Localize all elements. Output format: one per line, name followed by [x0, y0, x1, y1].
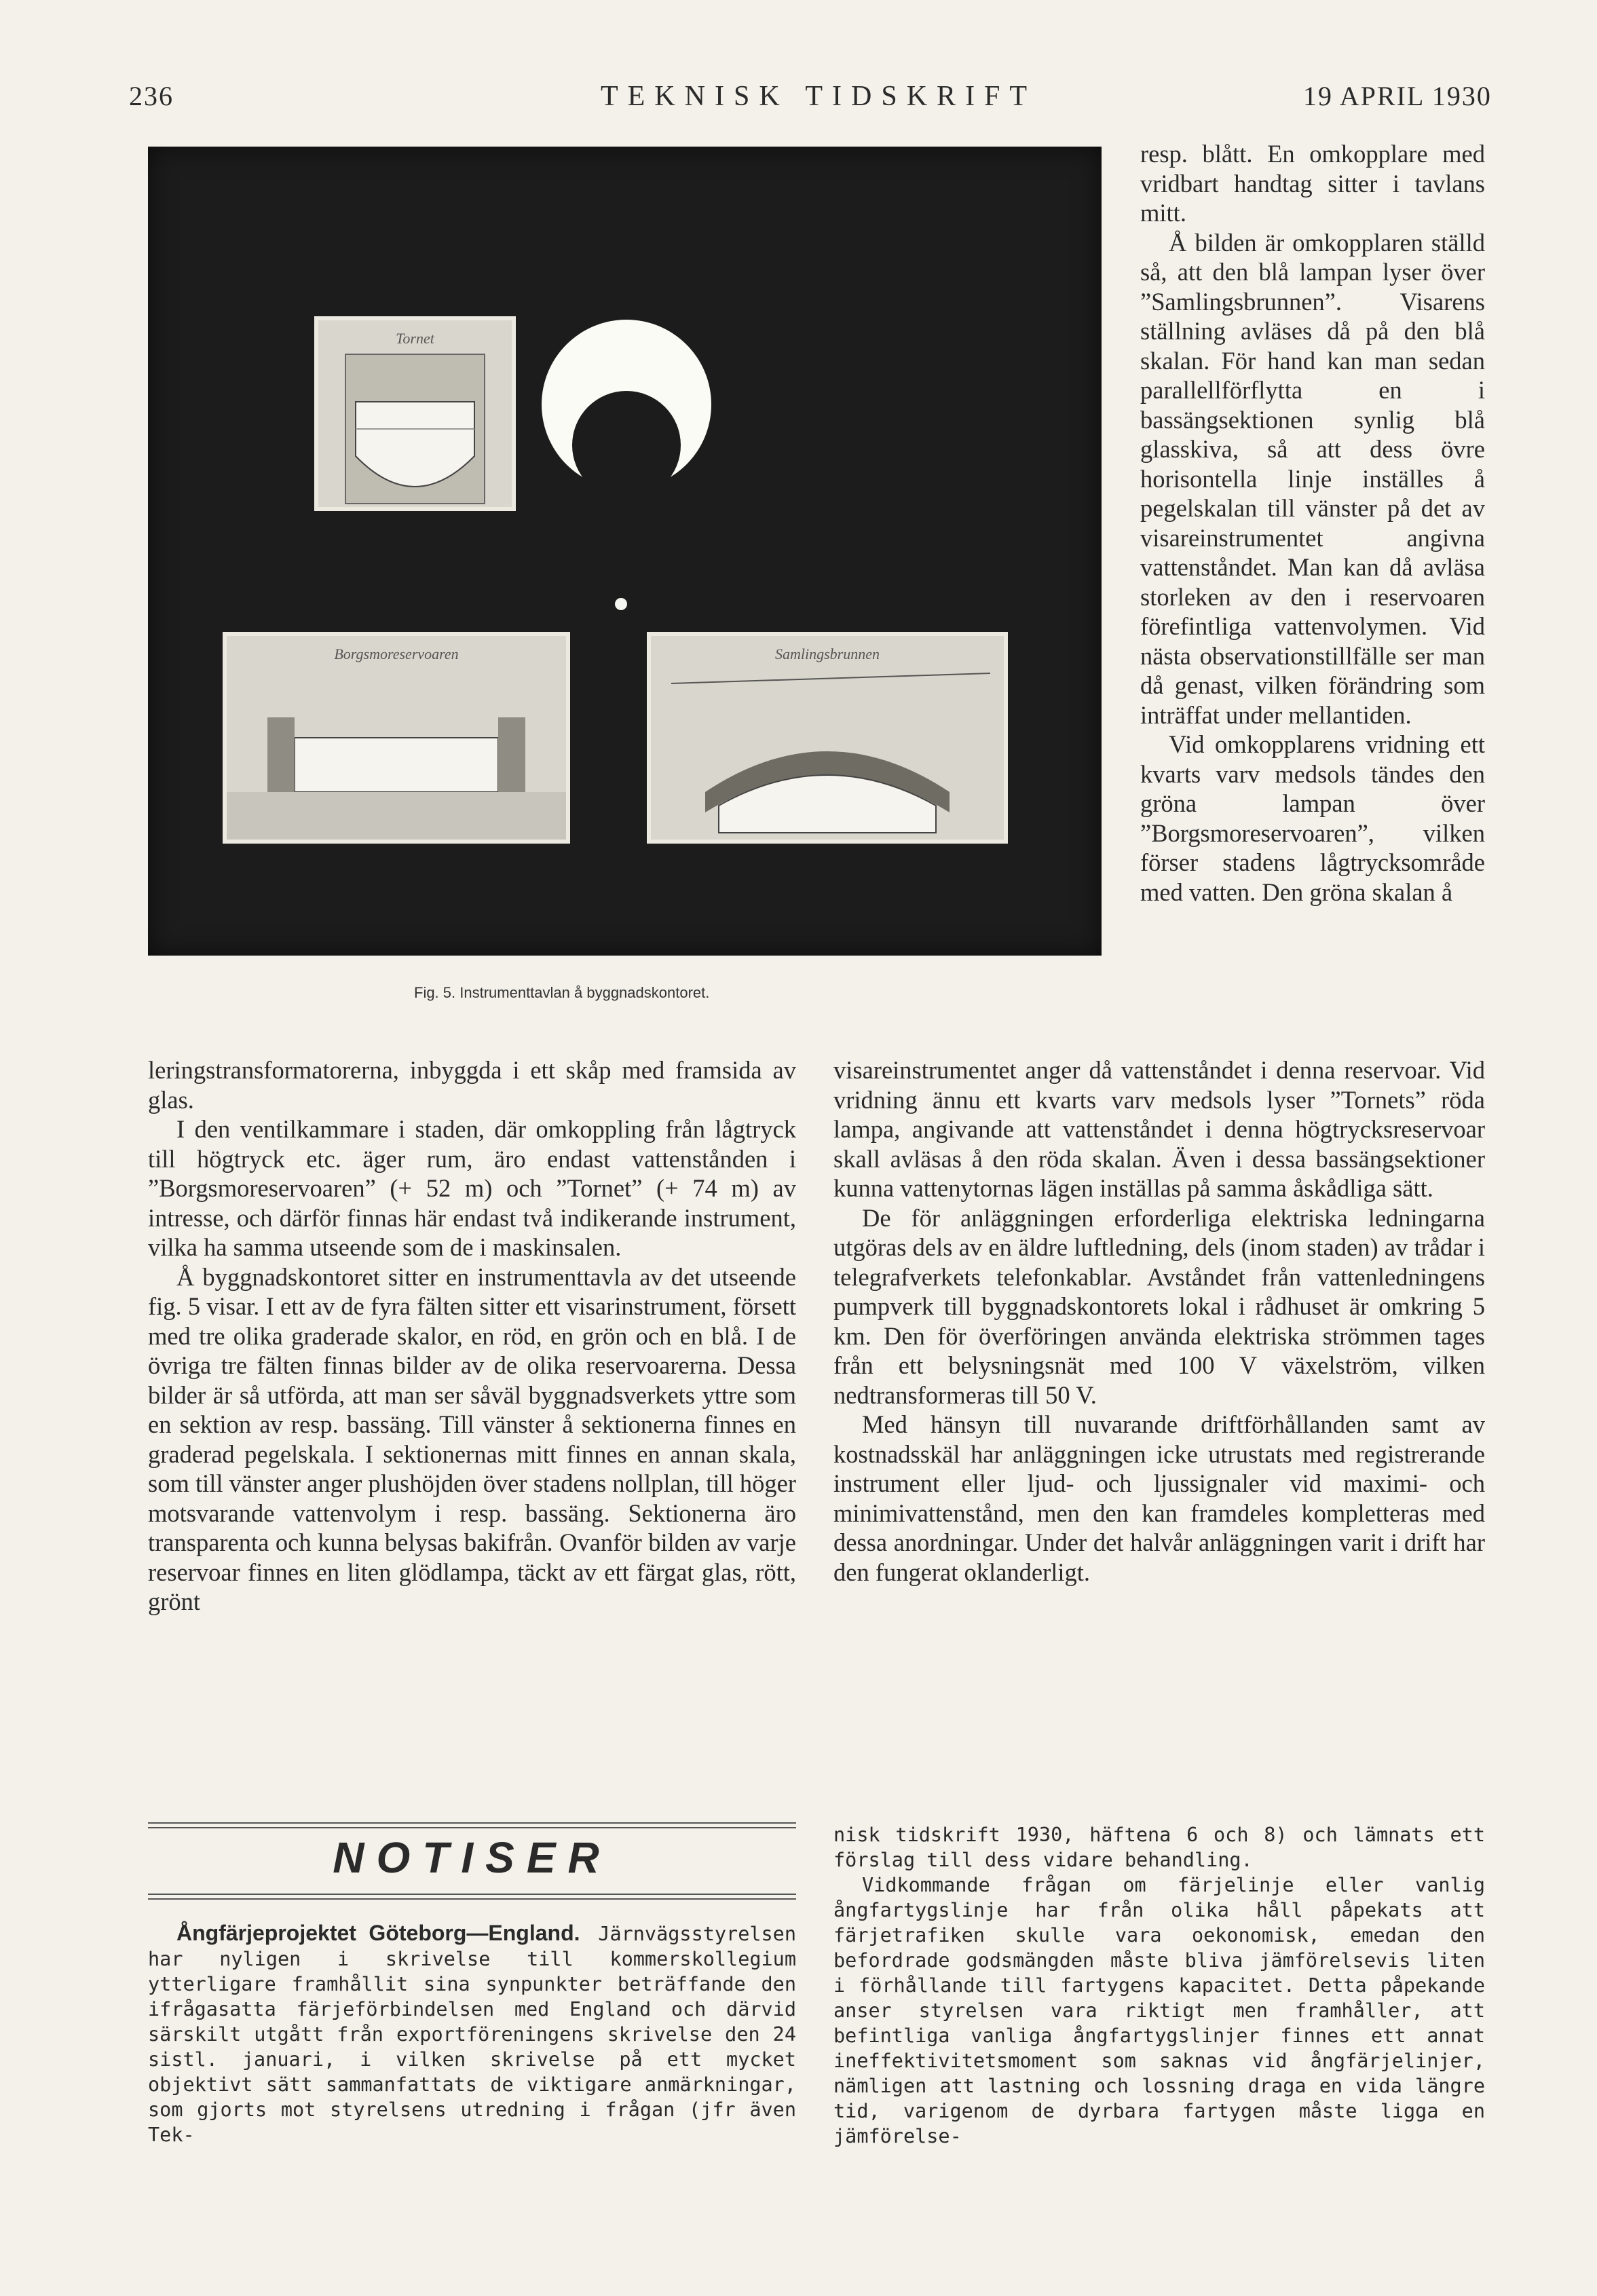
- notiser-rule-top-2: [148, 1827, 796, 1828]
- paragraph: I den ventilkammare i staden, där omkoppling från lågtryck till högtryck etc. äger rum, äro endast vattenstånden i ”Borgsmoreservoaren” (+ 52 m) och ”Tornet” (+ 74 m) av intresse, och därför finnas här endast två indikerande instrument, vilka ha samma utseende som de i maskinsalen.: [148, 1115, 796, 1261]
- panel-samlingsbrunnen: [647, 632, 1008, 844]
- notiser-rule-bottom: [148, 1894, 796, 1895]
- paragraph: Å byggnadskontoret sitter en instrumenttavla av det utseende fig. 5 visar. I ett av de fyra fälten sitter ett visarinstrument, försett med tre olika graderade skalor, en röd, en grön och en blå. I de övriga tre fälten finnas bilder av de olika reservoarerna. Dessa bilder är så utförda, att man ser såväl byggnadsverkets yttre som en sektion av resp. bassäng. Till vänster å sektionerna finnes en graderad pegelskala. I sektionernas mitt finnes en annan skala, som till vänster anger plushöjden över stadens nollplan, till höger motsvarande vattenvolym i resp. bassäng. Sektionerna äro transparenta och kunna belysas bakifrån. Ovanför bilden av varje reservoar finnes en liten glödlampa, täckt av ett färgat glas, rött, grönt: [148, 1262, 796, 1615]
- page-number: 236: [129, 81, 174, 111]
- paragraph: De för anläggningen erforderliga elektriska ledningarna utgöras dels av en äldre luftledning, dels (inom staden) av trådar i telegrafverkets telefonkablar. Avståndet från vattenledningens pumpverk till byggnadskontorets lokal i rådhuset är omkring 5 km. Den för överföringen använda elektriska strömmen tages från ett belysningsnät med 100 V växelström, vilken nedtransformeras till 50 V.: [833, 1203, 1485, 1409]
- notiser-left-column: [148, 1921, 796, 2147]
- paragraph: visareinstrumentet anger då vattenståndet i denna reservoar. Vid vridning ännu ett kvarts varv medsols lyser ”Tornets” röda lampa, angivande att vattenståndet i denna högtrycksreservoar skall avläsas å den röda skalan. Även i dessa bassängsektioner kunna vattenytornas lägen inställas på samma åskådliga sätt.: [833, 1056, 1485, 1202]
- paragraph: leringstransformatorerna, inbyggda i ett skåp med framsida av glas.: [148, 1056, 796, 1114]
- figure-caption: Fig. 5. Instrumenttavlan å byggnadskontoret.: [414, 984, 710, 1001]
- right-column-upper: [1140, 139, 1485, 907]
- gauge-dial-mask: [572, 391, 681, 500]
- notiser-rule-top: [148, 1822, 796, 1824]
- paragraph: Vid omkopplarens vridning ett kvarts varv medsols tändes den gröna lampan över ”Borgsmoreservoaren”, vilken förser stadens lågtrycksområde med vatten. Den gröna skalan å: [1140, 730, 1485, 906]
- panel-borgsmoreservoaren-label: Borgsmoreservoaren: [334, 645, 459, 662]
- left-column: [148, 1055, 796, 1617]
- panel-tornet: [314, 316, 516, 511]
- notiser-article-title: Ångfärjeprojektet Göteborg—England.: [176, 1921, 580, 1945]
- notiser-right-column: [833, 1822, 1485, 2149]
- well-section-drawing: [651, 636, 1004, 840]
- paragraph: resp. blått. En omkopplare med vridbart handtag sitter i tavlans mitt.: [1140, 140, 1485, 227]
- right-column-lower: [833, 1055, 1485, 1587]
- issue-date: 19 APRIL 1930: [1303, 81, 1492, 111]
- paragraph: Å bilden är omkopplaren ställd så, att den blå lampan lyser över ”Samlingsbrunnen”. Visarens ställning avläses då på den blå skalan. För hand kan man sedan parallellförflytta en i bassängsektionen synlig blå glasskiva, så att dess övre horisontella linje inställes å pegelskalan till vänster på det av visareinstrumentet angivna vattenståndet. Man kan då avläsa storleken av den i reservoaren förefintliga vattenvolymen. Vid nästa observationstillfälle ser man då genast, vilken förändring som inträffat under mellantiden.: [1140, 228, 1485, 729]
- journal-title: TEKNISK TIDSKRIFT: [601, 81, 1037, 112]
- panel-borgsmoreservoaren: [223, 632, 570, 844]
- paragraph: Med hänsyn till nuvarande driftförhållanden samt av kostnadsskäl har anläggningen icke utrustats med registrerande instrument eller ljud- och ljussignaler vid maximi- och minimivattenstånd, men den kan framdeles kompletteras med dessa anordningar. Under det halvår anläggningen varit i drift har den fungerat oklanderligt.: [833, 1410, 1485, 1586]
- figure-photograph: [148, 147, 1102, 956]
- reservoir-section-drawing: [227, 636, 566, 840]
- notiser-heading: NOTISER: [333, 1833, 612, 1882]
- panel-tornet-label: Tornet: [396, 330, 434, 347]
- paragraph: Vidkommande frågan om färjelinje eller vanlig ångfartygslinje har från olika håll påpekats att färjetrafiken skulle vara oekonomisk, emedan den befordrade godsmängden måste bliva jämförelsevis liten i förhållande till fartygens kapacitet. Detta påpekande anser styrelsen vara riktigt men framhåller, att befintliga vanliga ångfartygslinjer finnes ett annat ineffektivitetsmoment som saknas vid ångfärjelinjer, nämligen att lastning och lossning draga en vida längre tid, varigenom de dyrbara fartygen måste ligga en jämförelse-: [833, 1874, 1485, 2147]
- paragraph: nisk tidskrift 1930, häftena 6 och 8) och lämnats ett förslag till dess vidare behandling.: [833, 1824, 1485, 1871]
- panel-samlingsbrunnen-label: Samlingsbrunnen: [775, 645, 880, 662]
- notiser-rule-bottom-2: [148, 1898, 796, 1900]
- notiser-left-text: Järnvägsstyrelsen har nyligen i skrivelse till kommerskollegium ytterligare framhållit sina synpunkter beträffande den ifrågasatta färjeförbindelsen med England och därvid särskilt utgått från exportföreningens skrivelse den 24 sistl. januari, i vilken skrivelse på ett mycket objektivt sätt sammanfattats de viktigare anmärkningar, som gjorts mot styrelsens utredning i frågan (jfr även Tek-: [148, 1923, 796, 2146]
- indicator-lamp: [615, 598, 627, 610]
- tower-section-drawing: [318, 320, 512, 507]
